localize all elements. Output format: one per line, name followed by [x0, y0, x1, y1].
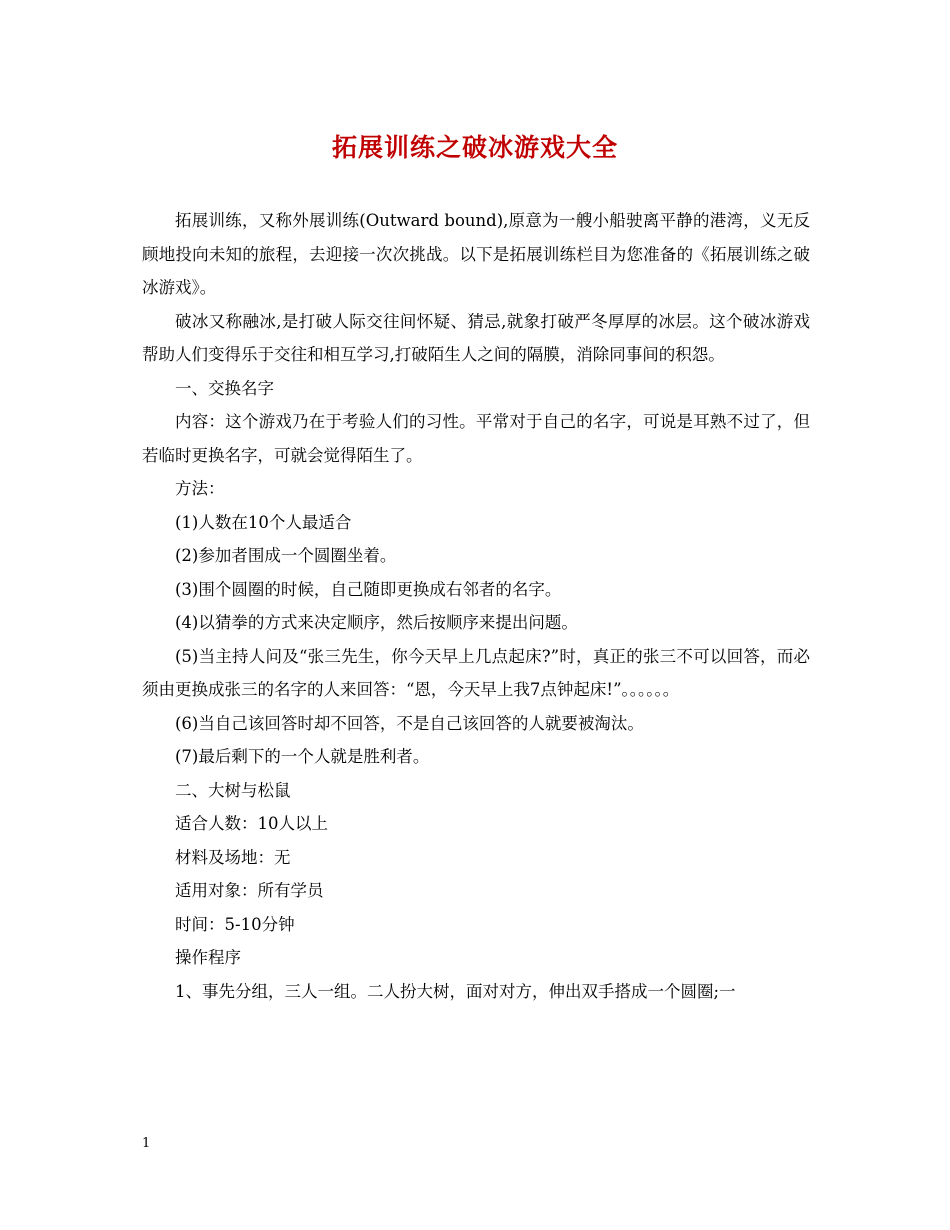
- paragraph: 适用对象：所有学员: [175, 881, 324, 900]
- paragraph: 拓展训练，又称外展训练(Outward bound),原意为一艘小船驶离平静的港湾，义无反顾地投向未知的旅程，去迎接一次次挑战。以下是拓展训练栏目为您准备的《拓展训练之破冰游戏》。: [142, 211, 810, 297]
- list-item: (1)人数在10个人最适合: [175, 512, 352, 532]
- paragraph: 破冰又称融冰,是打破人际交往间怀疑、猜忌,就象打破严冬厚厚的冰层。这个破冰游戏帮助人们变得乐于交往和相互学习,打破陌生人之间的隔膜，消除同事间的积怨。: [142, 311, 810, 364]
- paragraph: 内容：这个游戏乃在于考验人们的习性。平常对于自己的名字，可说是耳熟不过了，但若临时更换名字，可就会觉得陌生了。: [142, 412, 810, 465]
- list-item: (5)当主持人问及“张三先生，你今天早上几点起床?”时，真正的张三不可以回答，而必须由更换成张三的名字的人来回答：“恩，今天早上我7点钟起床!”。。。。。。: [142, 646, 810, 699]
- paragraph: 1、事先分组，三人一组。二人扮大树，面对对方，伸出双手搭成一个圆圈;一: [175, 981, 736, 1001]
- page-number: 1: [142, 1136, 151, 1151]
- section-heading: 二、大树与松鼠: [175, 780, 291, 800]
- section-heading: 一、交换名字: [175, 378, 274, 398]
- paragraph: 时间：5-10分钟: [175, 914, 295, 934]
- document-title: 拓展训练之破冰游戏大全: [331, 133, 618, 162]
- paragraph: 方法：: [175, 479, 225, 498]
- list-item: (6)当自己该回答时却不回答，不是自己该回答的人就要被淘汰。: [175, 713, 644, 733]
- list-item: (7)最后剩下的一个人就是胜利者。: [175, 747, 430, 766]
- paragraph: 适合人数：10人以上: [175, 814, 328, 833]
- list-item: (2)参加者围成一个圆圈坐着。: [175, 546, 397, 565]
- document-body: [142, 204, 810, 1008]
- paragraph: 材料及场地：无: [175, 847, 291, 867]
- list-item: (4)以猜拳的方式来决定顺序，然后按顺序来提出问题。: [175, 613, 578, 632]
- paragraph: 操作程序: [175, 948, 241, 967]
- list-item: (3)围个圆圈的时候，自己随即更换成右邻者的名字。: [175, 579, 562, 599]
